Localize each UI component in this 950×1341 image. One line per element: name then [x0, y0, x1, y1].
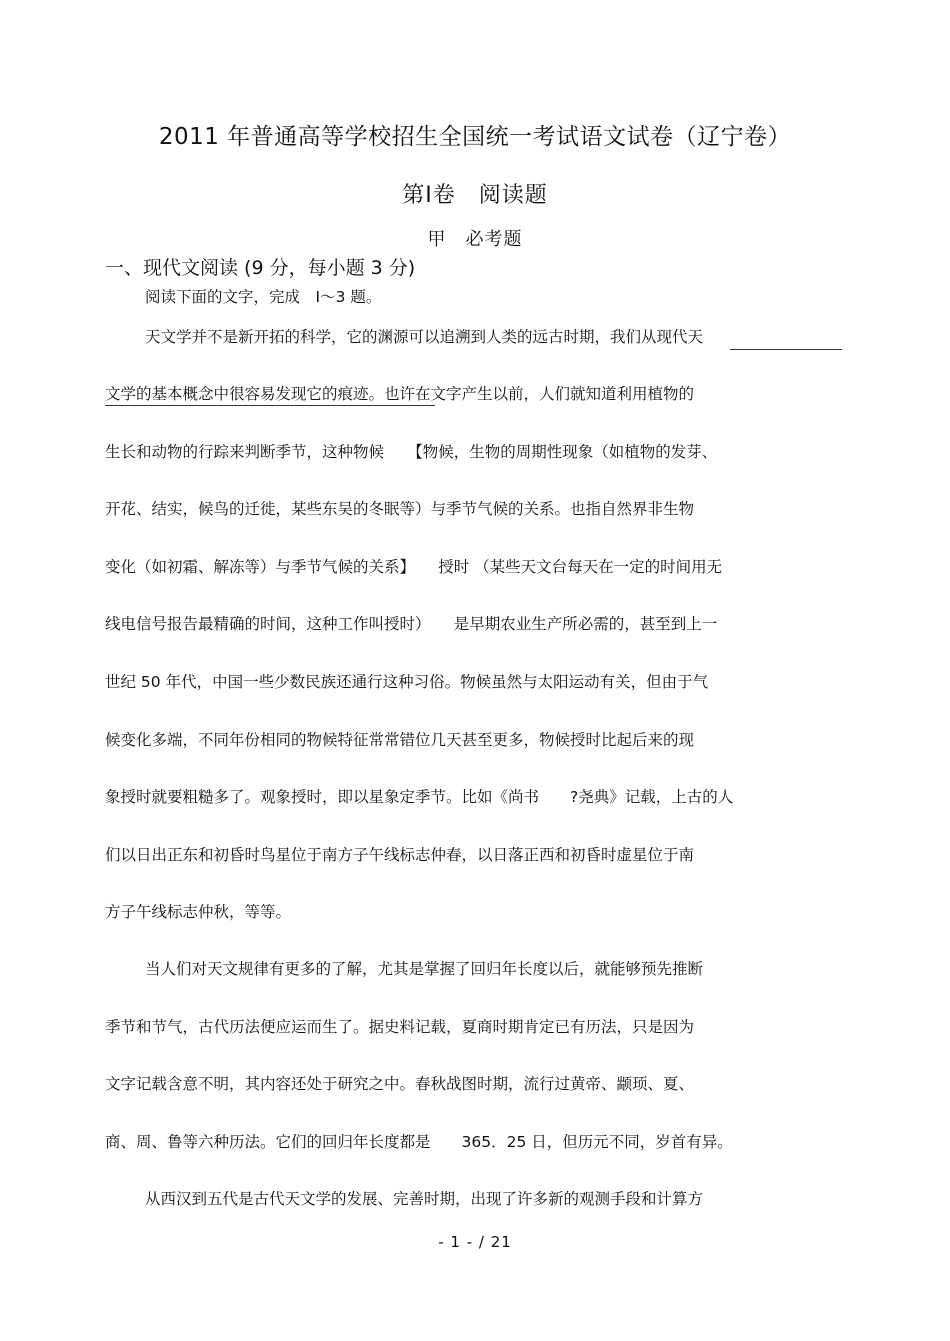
passage-line: 们以日出正东和初昏时鸟星位于南方子午线标志仲春，以日落正西和初昏时虚星位于南 — [105, 846, 695, 864]
passage-line: 天文学并不是新开拓的科学，它的渊源可以追溯到人类的远古时期，我们从现代天 — [145, 328, 704, 346]
passage-line: 文学的基本概念中很容易发现它的痕迹。也许在文字产生以前，人们就知道利用植物的 — [105, 385, 695, 403]
instruction-text: 阅读下面的文字，完成 I～3 题。 — [145, 288, 382, 306]
passage-line: 从西汉到五代是古代天文学的发展、完善时期，出现了许多新的观测手段和计算方 — [145, 1190, 704, 1208]
section-heading: 一、现代文阅读 (9 分，每小题 3 分) — [105, 257, 416, 279]
underline-mark — [105, 405, 435, 406]
passage-line: 文字记载含意不明，其内容还处于研究之中。春秋战图时期，流行过黄帝、颛顼、夏、 — [105, 1075, 695, 1093]
page-number: - 1 - / 21 — [438, 1233, 512, 1251]
underline-mark — [730, 349, 842, 350]
passage-line: 变化（如初霜、解冻等）与季节气候的关系】 授时 （某些天文台每天在一定的时间用无 — [105, 558, 723, 576]
passage-line: 线电信号报告最精确的时间，这种工作叫授时） 是早期农业生产所必需的，甚至到上一 — [105, 615, 718, 633]
category-heading: 甲 必考题 — [427, 229, 523, 250]
passage-line: 方子午线标志仲秋，等等。 — [105, 903, 292, 921]
passage-line: 商、周、鲁等六种历法。它们的回归年长度都是 365．25 日，但历元不同，岁首有异。 — [105, 1133, 733, 1151]
part-heading: 第Ⅰ卷 阅读题 — [402, 183, 548, 208]
passage-line: 季节和节气，古代历法便应运而生了。据史料记载，夏商时期肯定已有历法，只是因为 — [105, 1018, 695, 1036]
passage-line: 开花、结实，候鸟的迁徙，某些东吴的冬眠等）与季节气候的关系。也指自然界非生物 — [105, 500, 695, 518]
passage-line: 候变化多端，不同年份相同的物候特征常常错位几天甚至更多，物候授时比起后来的现 — [105, 731, 695, 749]
passage-line: 象授时就要粗糙多了。观象授时，即以星象定季节。比如《尚书 ?尧典》记载，上古的人 — [105, 788, 734, 806]
exam-title: 2011 年普通高等学校招生全国统一考试语文试卷（辽宁卷） — [158, 124, 792, 150]
passage-line: 生长和动物的行踪来判断季节，这种物候 【物候，生物的周期性现象（如植物的发芽、 — [105, 443, 718, 461]
passage-line: 世纪 50 年代，中国一些少数民族还通行这种习俗。物候虽然与太阳运动有关，但由于气 — [105, 673, 709, 691]
passage-line: 当人们对天文规律有更多的了解，尤其是掌握了回归年长度以后，就能够预先推断 — [145, 960, 704, 978]
